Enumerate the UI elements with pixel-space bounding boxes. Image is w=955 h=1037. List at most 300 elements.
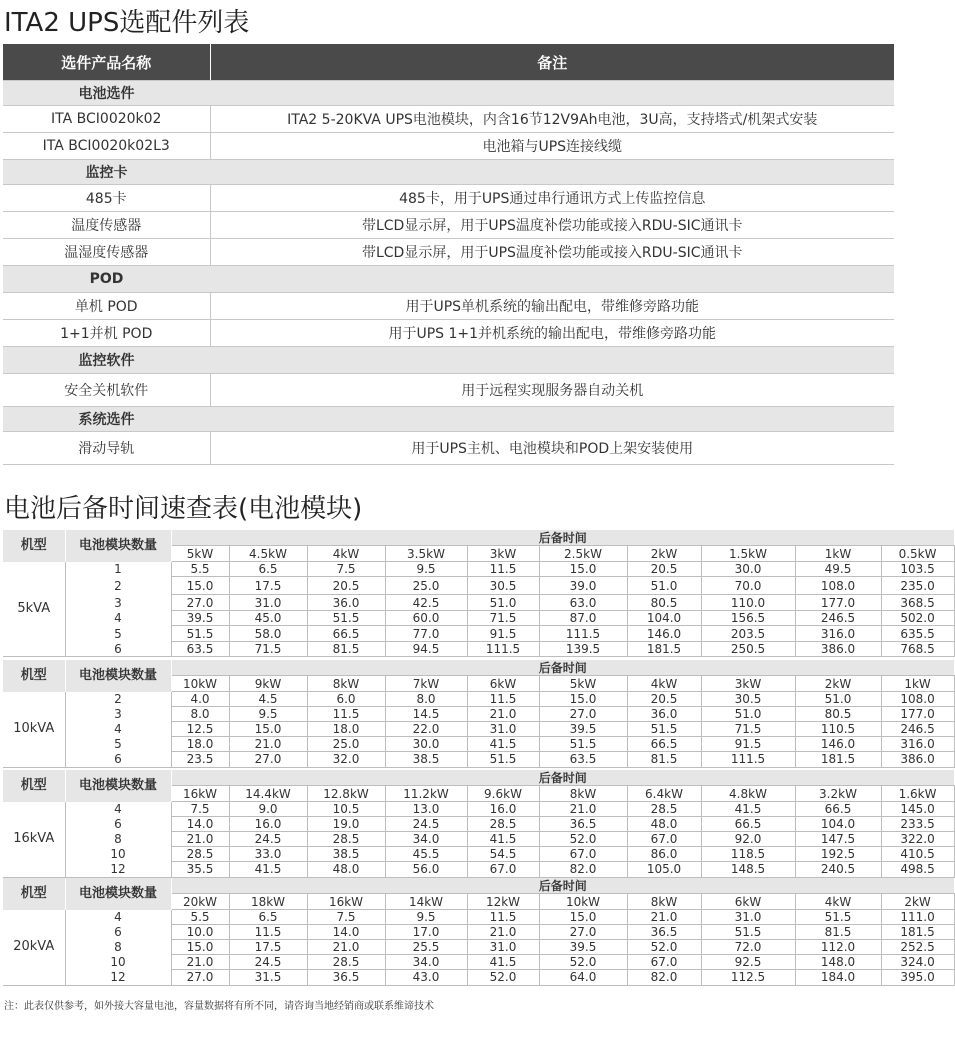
load-header: 1kW	[795, 546, 881, 562]
backup-time-value: 17.5	[229, 940, 307, 955]
runtime-row	[3, 752, 954, 768]
section-label: 监控卡	[3, 160, 210, 185]
runtime-row	[3, 737, 954, 752]
backup-time-value: 27.0	[171, 970, 229, 986]
accessory-row	[3, 374, 894, 407]
load-header: 9kW	[229, 676, 307, 692]
backup-time-value: 31.0	[467, 940, 539, 955]
backup-time-value: 72.0	[701, 940, 795, 955]
backup-time-value: 64.0	[539, 970, 627, 986]
accessory-name: 温湿度传感器	[3, 239, 210, 266]
backup-time-value: 14.0	[171, 817, 229, 832]
section-label: 系统选件	[3, 407, 210, 432]
section-blank	[210, 81, 894, 106]
load-header: 10kW	[171, 676, 229, 692]
backup-time-value: 87.0	[539, 611, 627, 626]
col-header-module-count: 电池模块数量	[65, 530, 171, 562]
backup-time-value: 316.0	[881, 737, 954, 752]
module-count-cell: 5	[65, 626, 171, 642]
backup-time-value: 91.5	[467, 626, 539, 642]
accessory-name: ITA BCI0020k02	[3, 106, 210, 133]
accessories-title: ITA2 UPS选配件列表	[4, 8, 250, 38]
backup-time-value: 147.5	[795, 832, 881, 847]
module-count-cell: 8	[65, 832, 171, 847]
accessory-note: 电池箱与UPS连接线缆	[210, 133, 894, 160]
backup-time-value: 118.5	[701, 847, 795, 862]
backup-time-value: 92.5	[701, 955, 795, 970]
col-header-model: 机型	[3, 530, 65, 562]
backup-time-value: 498.5	[881, 862, 954, 878]
load-header: 8kW	[539, 786, 627, 802]
backup-time-value: 52.0	[539, 955, 627, 970]
load-header: 12kW	[467, 894, 539, 910]
col-header-backup-time: 后备时间	[171, 878, 954, 894]
accessory-row	[3, 320, 894, 347]
model-cell: 5kVA	[3, 562, 65, 657]
backup-time-value: 36.0	[307, 595, 385, 611]
backup-time-value: 8.0	[385, 692, 467, 707]
col-header-backup-time: 后备时间	[171, 660, 954, 676]
backup-time-value: 21.0	[467, 925, 539, 940]
runtime-row	[3, 595, 954, 611]
backup-time-value: 77.0	[385, 626, 467, 642]
backup-time-value: 45.0	[229, 611, 307, 626]
backup-time-value: 235.0	[881, 577, 954, 595]
backup-time-value: 21.0	[307, 940, 385, 955]
runtime-row	[3, 940, 954, 955]
col-header-module-count: 电池模块数量	[65, 660, 171, 692]
model-cell: 16kVA	[3, 802, 65, 878]
backup-time-value: 41.5	[229, 862, 307, 878]
module-count-cell: 6	[65, 642, 171, 657]
backup-time-value: 15.0	[229, 722, 307, 737]
backup-time-value: 81.5	[627, 752, 701, 768]
backup-time-value: 19.0	[307, 817, 385, 832]
accessory-name: ITA BCI0020k02L3	[3, 133, 210, 160]
load-header: 18kW	[229, 894, 307, 910]
backup-time-value: 250.5	[701, 642, 795, 657]
backup-time-value: 94.5	[385, 642, 467, 657]
backup-time-value: 8.0	[171, 707, 229, 722]
backup-time-value: 181.5	[627, 642, 701, 657]
load-header: 2kW	[795, 676, 881, 692]
backup-time-value: 25.5	[385, 940, 467, 955]
backup-time-value: 34.0	[385, 955, 467, 970]
backup-time-value: 148.5	[701, 862, 795, 878]
backup-time-value: 30.0	[701, 562, 795, 577]
backup-time-value: 30.0	[385, 737, 467, 752]
backup-time-value: 24.5	[385, 817, 467, 832]
runtime-row	[3, 862, 954, 878]
backup-time-value: 23.5	[171, 752, 229, 768]
backup-time-value: 9.5	[385, 910, 467, 925]
backup-time-value: 768.5	[881, 642, 954, 657]
accessory-row	[3, 106, 894, 133]
load-header: 5kW	[171, 546, 229, 562]
col-header-remark: 备注	[210, 44, 894, 81]
runtime-row	[3, 707, 954, 722]
backup-time-value: 20.5	[627, 692, 701, 707]
backup-time-value: 14.0	[307, 925, 385, 940]
backup-time-value: 6.0	[307, 692, 385, 707]
backup-time-value: 51.5	[307, 611, 385, 626]
backup-time-value: 51.5	[171, 626, 229, 642]
backup-time-value: 71.5	[229, 642, 307, 657]
backup-time-value: 9.5	[229, 707, 307, 722]
section-label: 电池选件	[3, 81, 210, 106]
backup-time-value: 21.0	[467, 707, 539, 722]
backup-time-value: 28.5	[627, 802, 701, 817]
section-blank	[210, 266, 894, 293]
load-header: 11.2kW	[385, 786, 467, 802]
module-count-cell: 6	[65, 817, 171, 832]
backup-time-value: 13.0	[385, 802, 467, 817]
backup-time-value: 39.5	[539, 722, 627, 737]
load-header: 3.2kW	[795, 786, 881, 802]
load-header: 4.5kW	[229, 546, 307, 562]
backup-time-value: 112.0	[795, 940, 881, 955]
backup-time-value: 36.0	[627, 707, 701, 722]
backup-time-value: 54.5	[467, 847, 539, 862]
backup-time-value: 31.5	[229, 970, 307, 986]
runtime-row	[3, 626, 954, 642]
load-header: 14kW	[385, 894, 467, 910]
load-header: 8kW	[627, 894, 701, 910]
runtime-row	[3, 925, 954, 940]
backup-time-value: 63.0	[539, 595, 627, 611]
backup-time-value: 31.0	[701, 910, 795, 925]
backup-time-value: 15.0	[539, 692, 627, 707]
load-header: 2kW	[881, 894, 954, 910]
backup-time-value: 105.0	[627, 862, 701, 878]
model-cell: 20kVA	[3, 910, 65, 986]
backup-time-value: 7.5	[307, 562, 385, 577]
section-row	[3, 160, 894, 185]
load-header: 4kW	[307, 546, 385, 562]
backup-time-value: 104.0	[795, 817, 881, 832]
model-cell: 10kVA	[3, 692, 65, 768]
backup-time-value: 51.5	[701, 925, 795, 940]
backup-time-value: 15.0	[539, 562, 627, 577]
backup-time-value: 9.5	[385, 562, 467, 577]
accessory-name: 485卡	[3, 185, 210, 212]
backup-time-value: 104.0	[627, 611, 701, 626]
module-count-cell: 3	[65, 707, 171, 722]
backup-time-value: 4.5	[229, 692, 307, 707]
section-label: POD	[3, 266, 210, 293]
backup-time-value: 41.5	[701, 802, 795, 817]
backup-time-value: 51.5	[539, 737, 627, 752]
accessory-note: 用于UPS单机系统的输出配电，带维修旁路功能	[210, 293, 894, 320]
backup-time-value: 181.5	[795, 752, 881, 768]
backup-time-value: 51.5	[627, 722, 701, 737]
backup-time-value: 81.5	[307, 642, 385, 657]
backup-time-value: 28.5	[171, 847, 229, 862]
load-header: 1.6kW	[881, 786, 954, 802]
backup-time-value: 15.0	[171, 577, 229, 595]
backup-time-value: 38.5	[307, 847, 385, 862]
backup-time-value: 30.5	[467, 577, 539, 595]
backup-time-value: 35.5	[171, 862, 229, 878]
section-blank	[210, 160, 894, 185]
load-header: 6kW	[467, 676, 539, 692]
backup-time-value: 108.0	[795, 577, 881, 595]
col-header-product-name: 选件产品名称	[3, 44, 210, 81]
backup-time-value: 21.0	[171, 955, 229, 970]
backup-time-value: 11.5	[307, 707, 385, 722]
runtime-row	[3, 562, 954, 577]
module-count-cell: 10	[65, 847, 171, 862]
backup-time-value: 4.0	[171, 692, 229, 707]
runtime-row	[3, 832, 954, 847]
backup-time-value: 11.5	[229, 925, 307, 940]
backup-time-value: 30.5	[701, 692, 795, 707]
load-header: 10kW	[539, 894, 627, 910]
backup-time-value: 25.0	[307, 737, 385, 752]
backup-time-value: 27.0	[539, 707, 627, 722]
accessory-note: 用于UPS 1+1并机系统的输出配电，带维修旁路功能	[210, 320, 894, 347]
accessory-name: 单机 POD	[3, 293, 210, 320]
backup-time-value: 252.5	[881, 940, 954, 955]
module-count-cell: 2	[65, 692, 171, 707]
module-count-cell: 6	[65, 925, 171, 940]
backup-time-value: 7.5	[171, 802, 229, 817]
backup-time-value: 71.5	[467, 611, 539, 626]
module-count-cell: 4	[65, 611, 171, 626]
backup-time-value: 80.5	[795, 707, 881, 722]
backup-time-value: 51.0	[627, 577, 701, 595]
backup-time-value: 27.0	[171, 595, 229, 611]
load-header: 4.8kW	[701, 786, 795, 802]
backup-time-value: 11.5	[467, 910, 539, 925]
backup-time-value: 316.0	[795, 626, 881, 642]
backup-time-value: 25.0	[385, 577, 467, 595]
backup-time-value: 81.5	[795, 925, 881, 940]
backup-time-value: 70.0	[701, 577, 795, 595]
backup-time-value: 45.5	[385, 847, 467, 862]
runtime-table-16kva	[3, 770, 955, 878]
runtime-row	[3, 692, 954, 707]
runtime-table-10kva	[3, 660, 955, 768]
load-header: 12.8kW	[307, 786, 385, 802]
backup-time-value: 16.0	[229, 817, 307, 832]
backup-time-value: 111.0	[881, 910, 954, 925]
backup-time-value: 146.0	[795, 737, 881, 752]
col-header-module-count: 电池模块数量	[65, 878, 171, 910]
backup-time-value: 240.5	[795, 862, 881, 878]
col-header-backup-time: 后备时间	[171, 530, 954, 546]
backup-time-value: 67.0	[467, 862, 539, 878]
module-count-cell: 12	[65, 970, 171, 986]
footnote: 注：此表仅供参考，如外接大容量电池，容量数据将有所不同，请咨询当地经销商或联系维谛技术	[4, 1001, 434, 1012]
backup-time-value: 48.0	[627, 817, 701, 832]
backup-time-value: 108.0	[881, 692, 954, 707]
runtime-title: 电池后备时间速查表(电池模块)	[4, 494, 363, 524]
backup-time-value: 39.0	[539, 577, 627, 595]
load-header: 20kW	[171, 894, 229, 910]
backup-time-value: 410.5	[881, 847, 954, 862]
backup-time-value: 52.0	[627, 940, 701, 955]
backup-time-value: 91.5	[701, 737, 795, 752]
runtime-row	[3, 577, 954, 595]
backup-time-value: 63.5	[539, 752, 627, 768]
module-count-cell: 4	[65, 722, 171, 737]
backup-time-value: 39.5	[171, 611, 229, 626]
backup-time-value: 21.0	[171, 832, 229, 847]
load-header: 9.6kW	[467, 786, 539, 802]
runtime-row	[3, 847, 954, 862]
load-header: 6.4kW	[627, 786, 701, 802]
backup-time-value: 111.5	[467, 642, 539, 657]
runtime-row	[3, 910, 954, 925]
load-header: 3.5kW	[385, 546, 467, 562]
load-header: 1.5kW	[701, 546, 795, 562]
backup-time-value: 21.0	[627, 910, 701, 925]
backup-time-value: 52.0	[467, 970, 539, 986]
module-count-cell: 2	[65, 577, 171, 595]
backup-time-value: 110.5	[795, 722, 881, 737]
load-header: 3kW	[467, 546, 539, 562]
backup-time-value: 11.5	[467, 692, 539, 707]
load-header: 3kW	[701, 676, 795, 692]
backup-time-value: 9.0	[229, 802, 307, 817]
backup-time-value: 635.5	[881, 626, 954, 642]
backup-time-value: 18.0	[171, 737, 229, 752]
module-count-cell: 5	[65, 737, 171, 752]
load-header: 4kW	[627, 676, 701, 692]
backup-time-value: 203.5	[701, 626, 795, 642]
backup-time-value: 156.5	[701, 611, 795, 626]
backup-time-value: 22.0	[385, 722, 467, 737]
backup-time-value: 11.5	[467, 562, 539, 577]
backup-time-value: 28.5	[467, 817, 539, 832]
backup-time-value: 395.0	[881, 970, 954, 986]
runtime-row	[3, 642, 954, 657]
backup-time-value: 233.5	[881, 817, 954, 832]
backup-time-value: 192.5	[795, 847, 881, 862]
backup-time-value: 10.5	[307, 802, 385, 817]
backup-time-value: 67.0	[539, 847, 627, 862]
backup-time-value: 39.5	[539, 940, 627, 955]
backup-time-value: 246.5	[881, 722, 954, 737]
backup-time-value: 148.0	[795, 955, 881, 970]
backup-time-value: 92.0	[701, 832, 795, 847]
runtime-row	[3, 611, 954, 626]
backup-time-value: 33.0	[229, 847, 307, 862]
backup-time-value: 112.5	[701, 970, 795, 986]
backup-time-value: 36.5	[307, 970, 385, 986]
backup-time-value: 181.5	[881, 925, 954, 940]
backup-time-value: 28.5	[307, 955, 385, 970]
col-header-model: 机型	[3, 770, 65, 802]
backup-time-value: 66.5	[701, 817, 795, 832]
backup-time-value: 52.0	[539, 832, 627, 847]
backup-time-value: 110.0	[701, 595, 795, 611]
backup-time-value: 103.5	[881, 562, 954, 577]
backup-time-value: 111.5	[539, 626, 627, 642]
runtime-row	[3, 817, 954, 832]
module-count-cell: 4	[65, 910, 171, 925]
backup-time-value: 5.5	[171, 562, 229, 577]
load-header: 6kW	[701, 894, 795, 910]
section-row	[3, 81, 894, 106]
backup-time-value: 368.5	[881, 595, 954, 611]
backup-time-value: 386.0	[881, 752, 954, 768]
backup-time-value: 82.0	[539, 862, 627, 878]
backup-time-value: 28.5	[307, 832, 385, 847]
accessory-name: 1+1并机 POD	[3, 320, 210, 347]
backup-time-value: 324.0	[881, 955, 954, 970]
backup-time-value: 66.5	[627, 737, 701, 752]
backup-time-value: 82.0	[627, 970, 701, 986]
backup-time-value: 51.5	[467, 752, 539, 768]
backup-time-value: 10.0	[171, 925, 229, 940]
col-header-model: 机型	[3, 660, 65, 692]
backup-time-value: 60.0	[385, 611, 467, 626]
load-header: 0.5kW	[881, 546, 954, 562]
backup-time-value: 51.0	[795, 692, 881, 707]
backup-time-value: 20.5	[307, 577, 385, 595]
accessory-row	[3, 239, 894, 266]
backup-time-value: 177.0	[881, 707, 954, 722]
section-blank	[210, 407, 894, 432]
accessory-name: 滑动导轨	[3, 432, 210, 465]
backup-time-value: 20.5	[627, 562, 701, 577]
backup-time-value: 51.0	[467, 595, 539, 611]
backup-time-value: 48.0	[307, 862, 385, 878]
backup-time-value: 145.0	[881, 802, 954, 817]
backup-time-value: 6.5	[229, 562, 307, 577]
backup-time-value: 63.5	[171, 642, 229, 657]
col-header-model: 机型	[3, 878, 65, 910]
runtime-row	[3, 970, 954, 986]
backup-time-value: 27.0	[229, 752, 307, 768]
accessory-note: 带LCD显示屏，用于UPS温度补偿功能或接入RDU-SIC通讯卡	[210, 239, 894, 266]
module-count-cell: 10	[65, 955, 171, 970]
backup-time-value: 41.5	[467, 955, 539, 970]
load-header: 2kW	[627, 546, 701, 562]
backup-time-value: 177.0	[795, 595, 881, 611]
backup-time-value: 41.5	[467, 737, 539, 752]
backup-time-value: 32.0	[307, 752, 385, 768]
backup-time-value: 31.0	[229, 595, 307, 611]
accessory-note: 用于UPS主机、电池模块和POD上架安装使用	[210, 432, 894, 465]
load-header: 4kW	[795, 894, 881, 910]
backup-time-value: 24.5	[229, 955, 307, 970]
backup-time-value: 246.5	[795, 611, 881, 626]
backup-time-value: 42.5	[385, 595, 467, 611]
accessory-row	[3, 133, 894, 160]
backup-time-value: 66.5	[307, 626, 385, 642]
backup-time-value: 17.0	[385, 925, 467, 940]
backup-time-value: 12.5	[171, 722, 229, 737]
backup-time-value: 38.5	[385, 752, 467, 768]
load-header: 16kW	[171, 786, 229, 802]
module-count-cell: 4	[65, 802, 171, 817]
backup-time-value: 386.0	[795, 642, 881, 657]
backup-time-value: 67.0	[627, 955, 701, 970]
accessory-note: ITA2 5-20KVA UPS电池模块，内含16节12V9Ah电池，3U高，支持塔式/机架式安装	[210, 106, 894, 133]
backup-time-value: 34.0	[385, 832, 467, 847]
backup-time-value: 14.5	[385, 707, 467, 722]
backup-time-value: 71.5	[701, 722, 795, 737]
backup-time-value: 66.5	[795, 802, 881, 817]
section-label: 监控软件	[3, 347, 210, 374]
module-count-cell: 6	[65, 752, 171, 768]
accessory-name: 安全关机软件	[3, 374, 210, 407]
backup-time-value: 43.0	[385, 970, 467, 986]
backup-time-value: 146.0	[627, 626, 701, 642]
